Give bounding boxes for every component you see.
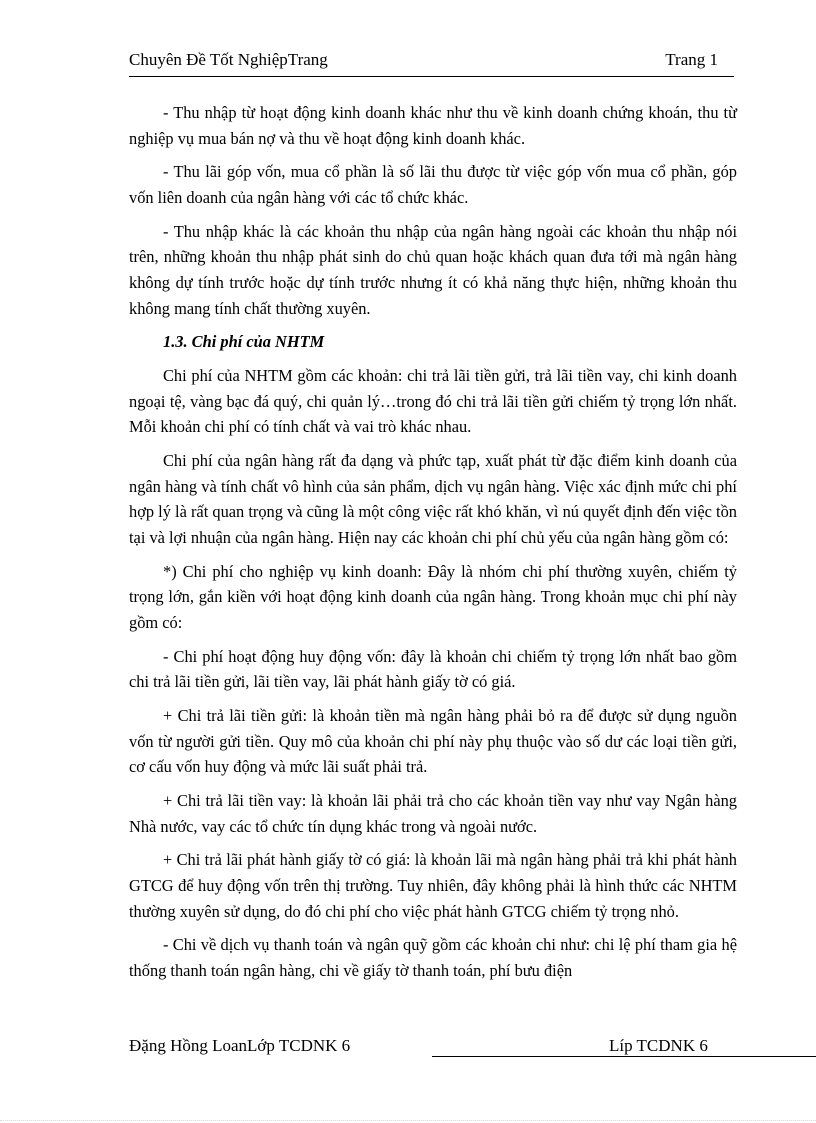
paragraph: + Chi trả lãi phát hành giấy tờ có giá: là khoản lãi mà ngân hàng phải trả khi phát hành GTCG để huy động vốn trên thị trường. Tuy nhiên, đây không phải là hình thức các NHTM thường xuyên sử dụng, do đó chi phí cho việc phát hành GTCG chiếm tỷ trọng nhỏ. (129, 850, 737, 921)
paragraph: - Thu nhập từ hoạt động kinh doanh khác như thu về kinh doanh chứng khoán, thu từ nghiệp vụ mua bán nợ và thu về hoạt động kinh doanh khác. (129, 103, 737, 148)
page-header (129, 48, 734, 77)
header-page-number: Trang 1 (665, 50, 718, 69)
paragraph: - Thu nhập khác là các khoản thu nhập của ngân hàng ngoài các khoản thu nhập nói trên, những khoản thu nhập phát sinh do chủ quan hoặc khách quan đưa tới mà ngân hàng không dự tính trước hoặc dự tính trước nhưng ít có khả năng thực hiện, những khoản thu không mang tính chất thường xuyên. (129, 221, 737, 318)
footer-author: Đặng Hồng LoanLớp TCDNK 6 (129, 1036, 351, 1055)
paragraph: + Chi trả lãi tiền vay: là khoản lãi phải trả cho các khoản tiền vay như vay Ngân hàng Nhà nước, vay các tổ chức tín dụng khác trong và ngoài nước. (129, 790, 737, 836)
paragraph: + Chi trả lãi tiền gửi: là khoản tiền mà ngân hàng phải bỏ ra để được sử dụng nguồn vốn từ người gửi tiền. Quy mô của khoản chi phí này phụ thuộc vào số dư các loại tiền gửi, cơ cấu vốn huy động và mức lãi suất phải trả. (129, 705, 737, 777)
paragraph: - Thu lãi góp vốn, mua cổ phần là số lãi thu được từ việc góp vốn mua cổ phần, góp vốn liên doanh của ngân hàng với các tổ chức khác. (129, 162, 737, 207)
paragraph: - Chi về dịch vụ thanh toán và ngân quỹ gồm các khoản chi như: chi lệ phí tham gia hệ thống thanh toán ngân hàng, chi về giấy tờ thanh toán, phí bưu điện (129, 935, 737, 980)
page-footer (129, 1036, 816, 1062)
header-title: Chuyên Đề Tốt NghiệpTrang (129, 50, 328, 69)
paragraph: - Chi phí hoạt động huy động vốn: đây là khoản chi chiếm tỷ trọng lớn nhất bao gồm chi trả lãi tiền gửi, lãi tiền vay, lãi phát hành giấy tờ có giá. (129, 646, 737, 692)
paragraph: Chi phí của ngân hàng rất đa dạng và phức tạp, xuất phát từ đặc điểm kinh doanh của ngân hàng và tính chất vô hình của sản phẩm, dịch vụ ngân hàng. Việc xác định mức chi phí hợp lý là rất quan trọng và cũng là một công việc rất khó khăn, vì nú quyết định đến việc tồn tại và lợi nhuận của ngân hàng. Hiện nay các khoản chi phí chủ yếu của ngân hàng gồm có: (129, 451, 737, 547)
page-bottom-divider (0, 1120, 816, 1121)
footer-rule (432, 1056, 816, 1057)
paragraph: Chi phí của NHTM gồm các khoản: chi trả lãi tiền gửi, trả lãi tiền vay, chi kinh doanh ngoại tệ, vàng bạc đá quý, chi quản lý…trong đó chi trả lãi tiền gửi chiếm tỷ trọng lớn nhất. Mỗi khoản chi phí có tính chất và vai trò khác nhau. (129, 366, 737, 437)
section-heading: 1.3. Chi phí của NHTM (163, 332, 325, 352)
paragraph: *) Chi phí cho nghiệp vụ kinh doanh: Đây là nhóm chi phí thường xuyên, chiếm tỷ trọng lớn, gắn kiền với hoạt động kinh doanh của ngân hàng. Trong khoản mục chi phí này gồm có: (129, 561, 737, 632)
footer-class: Líp TCDNK 6 (609, 1036, 708, 1055)
body-text (129, 100, 737, 992)
